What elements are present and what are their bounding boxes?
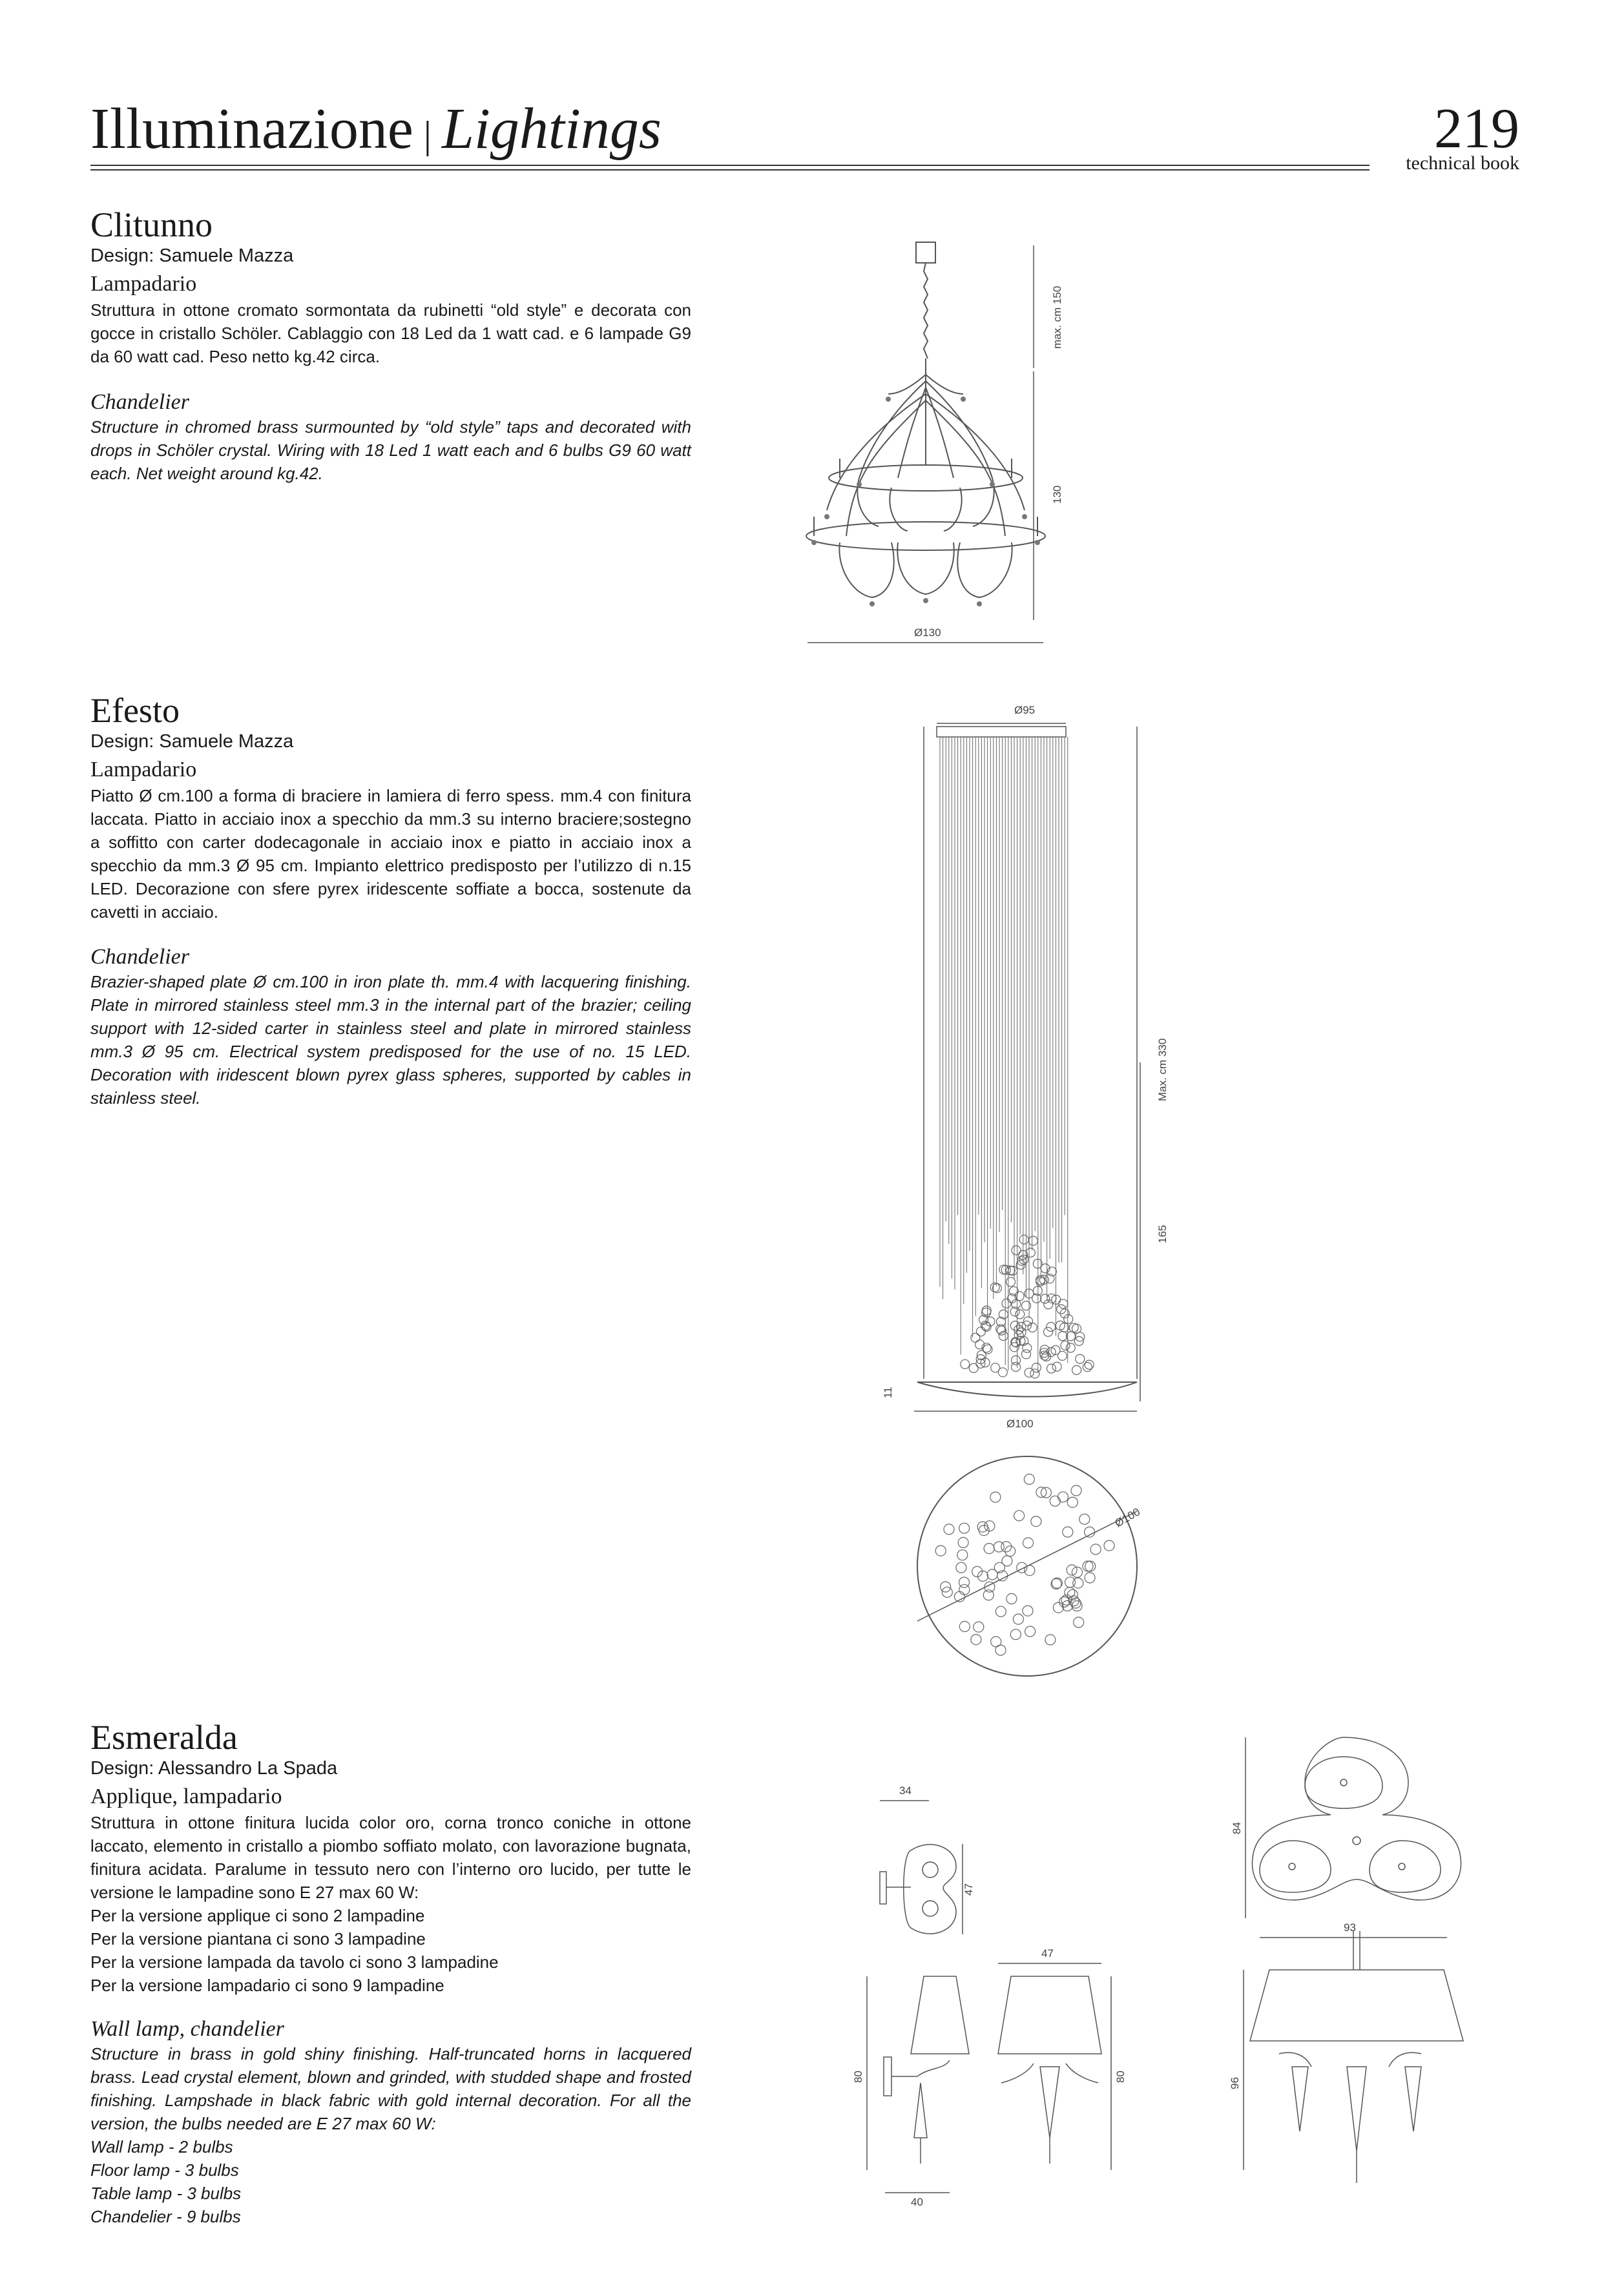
product-description-english: Structure in brass in gold shiny finishing. Half-truncated horns in lacquered brass. Lead crystal element, blown and grinded, with studded shape and frosted finishing. Lampshade in black fabric with gold internal decoration. For all the version, the bulbs needed are E 27 max 60 W: Wall lamp - 2 bulbs Floor lamp - 3 bulbs Table lamp - 3 bulbs Chandelier - 9 bulbs bbox=[90, 2044, 691, 2226]
efesto-plan-sphere bbox=[1023, 1538, 1034, 1548]
esmeralda-plan-width: 93 bbox=[1344, 1921, 1356, 1934]
efesto-plan-sphere bbox=[959, 1621, 970, 1631]
efesto-sphere bbox=[969, 1363, 978, 1372]
efesto-plan-sphere bbox=[991, 1637, 1001, 1647]
title-italian: Illuminazione bbox=[90, 97, 413, 161]
efesto-plan-sphere bbox=[984, 1544, 994, 1554]
efesto-plan-sphere bbox=[977, 1522, 988, 1532]
efesto-sphere bbox=[1032, 1363, 1041, 1372]
product-designer: Design: Alessandro La Spada bbox=[90, 1758, 338, 1779]
efesto-plan-sphere bbox=[959, 1584, 970, 1595]
efesto-height: 165 bbox=[1156, 1225, 1169, 1243]
efesto-plan-sphere bbox=[971, 1635, 981, 1645]
esmeralda-drawings bbox=[840, 1718, 1486, 2209]
efesto-sphere bbox=[1083, 1363, 1092, 1372]
product-type-english: Chandelier bbox=[90, 945, 189, 969]
efesto-plan-sphere bbox=[1013, 1614, 1023, 1624]
efesto-sphere bbox=[1022, 1350, 1031, 1359]
esmeralda-wall-top-height: 47 bbox=[963, 1883, 975, 1896]
efesto-plan-sphere bbox=[1005, 1546, 1016, 1557]
efesto-plate-height: 11 bbox=[882, 1387, 894, 1398]
product-name-efesto: Efesto bbox=[90, 691, 180, 730]
efesto-sphere bbox=[961, 1360, 970, 1369]
efesto-sphere bbox=[1072, 1324, 1081, 1333]
efesto-plan-sphere bbox=[1031, 1516, 1041, 1527]
efesto-plan-sphere bbox=[1050, 1496, 1060, 1506]
efesto-sphere bbox=[1019, 1235, 1028, 1244]
esmeralda-chandelier-height: 96 bbox=[1229, 2077, 1241, 2089]
efesto-plan-sphere bbox=[956, 1562, 966, 1573]
efesto-sphere bbox=[1041, 1294, 1050, 1303]
efesto-plan-sphere bbox=[1067, 1497, 1078, 1507]
efesto-sphere bbox=[976, 1327, 985, 1336]
efesto-plan-sphere bbox=[995, 1606, 1006, 1617]
efesto-sphere bbox=[1006, 1277, 1016, 1287]
efesto-plan-sphere bbox=[1053, 1602, 1063, 1613]
efesto-sphere bbox=[1058, 1351, 1067, 1360]
product-type-italian: Lampadario bbox=[90, 272, 197, 296]
header-rule-top bbox=[90, 165, 1370, 166]
efesto-sphere bbox=[1028, 1236, 1037, 1245]
efesto-sphere bbox=[1014, 1330, 1023, 1339]
esmeralda-wall-side-width: 40 bbox=[911, 2196, 923, 2208]
efesto-plan-sphere bbox=[1079, 1514, 1090, 1524]
clitunno-max-height: max. cm 150 bbox=[1051, 285, 1063, 349]
product-description-italian: Piatto Ø cm.100 a forma di braciere in lamiera di ferro spess. mm.4 con finitura laccata. Piatto in acciaio inox a specchio da mm.3 su interno braciere;sostegno a soffitto con carter dodecagonale in acciaio inox e piatto in acciaio inox a specchio da mm.3 Ø 95 cm. Impianto elettrico predisposto per l’utilizzo di n.15 LED. Decorazione con sfere pyrex iridescente soffiate a bocca, sostenute da cavetti in acciaio. bbox=[90, 786, 691, 922]
efesto-plan-sphere bbox=[1065, 1577, 1076, 1588]
product-type-english: Wall lamp, chandelier bbox=[90, 2017, 284, 2041]
clitunno-height: 130 bbox=[1051, 485, 1063, 504]
efesto-sphere bbox=[1047, 1323, 1056, 1332]
product-description-italian: Struttura in ottone finitura lucida color oro, corna tronco coniche in ottone laccato, elemento in cristallo a piombo soffiato molato, con lavorazione bugnata, finitura acidata. Paralume in tessuto nero con l’interno oro lucido, per tutte le versione le lampadine sono E 27 max 60 W: Per la versione applique ci sono 2 lampadine Per la versione piantana ci sono 3 lampadine Per la versione lampada da tavolo ci sono 3 lampadine Per la versione lampadario ci sono 9 lampadine bbox=[90, 1813, 691, 1995]
esmeralda-front-height: 80 bbox=[1114, 2071, 1127, 2083]
efesto-sphere bbox=[1044, 1327, 1053, 1336]
product-name-clitunno: Clitunno bbox=[90, 205, 213, 244]
efesto-sphere bbox=[1085, 1360, 1094, 1369]
efesto-plan-sphere bbox=[1071, 1485, 1081, 1496]
efesto-sphere bbox=[1017, 1328, 1026, 1337]
product-type-english: Chandelier bbox=[90, 390, 189, 414]
esmeralda-wall-top-width: 34 bbox=[899, 1784, 912, 1797]
efesto-plan-sphere bbox=[1063, 1527, 1073, 1537]
title-english: Lightings bbox=[441, 97, 662, 161]
efesto-brazier-plate bbox=[917, 1382, 1137, 1397]
efesto-sphere bbox=[1028, 1323, 1037, 1332]
efesto-sphere bbox=[1011, 1338, 1020, 1347]
efesto-plan-sphere bbox=[958, 1537, 968, 1547]
efesto-plan-sphere bbox=[1083, 1561, 1093, 1571]
efesto-sphere bbox=[991, 1363, 1000, 1372]
product-description-italian: Struttura in ottone cromato sormontata da rubinetti “old style” e decorata con gocce in cristallo Schöler. Cablaggio con 18 Led da 1 watt cad. e 6 lampade G9 da 60 watt cad. Peso netto kg.42 circa. bbox=[90, 300, 691, 366]
efesto-plan-sphere bbox=[1025, 1626, 1036, 1637]
efesto-plan-sphere bbox=[994, 1542, 1004, 1552]
page-number: 219 bbox=[1434, 98, 1519, 160]
efesto-plan-sphere bbox=[974, 1622, 984, 1632]
header-rule-bottom bbox=[90, 169, 1370, 171]
product-name-esmeralda: Esmeralda bbox=[90, 1718, 238, 1757]
efesto-plan-sphere bbox=[944, 1524, 954, 1535]
clitunno-diameter: Ø130 bbox=[914, 626, 941, 639]
efesto-plan-sphere bbox=[1090, 1544, 1101, 1555]
efesto-plan-sphere bbox=[983, 1590, 994, 1600]
product-description-english: Brazier-shaped plate Ø cm.100 in iron plate th. mm.4 with lacquering finishing. Plate in mirrored stainless steel mm.3 in the internal part of the brazier; ceiling support with 12-sided carter in stainless steel and plate in mirrored stainless mm.3 Ø 95 cm. Electrical system predisposed for the use of no. 15 LED. Decoration with iridescent blown pyrex glass spheres, supported by cables in stainless steel. bbox=[90, 972, 691, 1108]
efesto-plan-sphere bbox=[1045, 1635, 1056, 1645]
efesto-plan-sphere bbox=[990, 1492, 1001, 1502]
efesto-sphere bbox=[1002, 1299, 1011, 1308]
efesto-plan-sphere bbox=[1074, 1617, 1084, 1628]
product-designer: Design: Samuele Mazza bbox=[90, 731, 294, 752]
efesto-max-height: Max. cm 330 bbox=[1156, 1038, 1169, 1101]
product-type-italian: Lampadario bbox=[90, 758, 197, 781]
esmeralda-wall-side-height: 80 bbox=[852, 2071, 864, 2083]
efesto-plan-sphere bbox=[1052, 1578, 1062, 1588]
efesto-plan-sphere bbox=[942, 1587, 952, 1597]
product-description-english: Structure in chromed brass surmounted by “old style” taps and decorated with drops in Schöler crystal. Wiring with 18 Led 1 watt each and 6 bulbs G9 60 watt each. Net weight around kg.42. bbox=[90, 417, 691, 483]
efesto-sphere bbox=[1016, 1310, 1025, 1319]
efesto-sphere bbox=[1072, 1365, 1081, 1374]
efesto-plan-sphere bbox=[957, 1550, 968, 1560]
efesto-sphere bbox=[1052, 1362, 1061, 1371]
efesto-sphere bbox=[1023, 1343, 1032, 1352]
efesto-plan-sphere bbox=[1085, 1561, 1096, 1571]
product-designer: Design: Samuele Mazza bbox=[90, 245, 294, 266]
esmeralda-plan-height: 84 bbox=[1231, 1822, 1243, 1834]
efesto-sphere bbox=[982, 1306, 991, 1315]
efesto-sphere bbox=[1047, 1364, 1056, 1373]
title-separator: | bbox=[423, 114, 432, 156]
clitunno-drawing bbox=[801, 233, 1085, 659]
efesto-sphere bbox=[1008, 1267, 1017, 1276]
efesto-sphere bbox=[1012, 1356, 1021, 1365]
efesto-sphere bbox=[1012, 1246, 1021, 1255]
efesto-sphere bbox=[1076, 1354, 1085, 1363]
efesto-plan-sphere bbox=[1006, 1593, 1017, 1604]
efesto-plan-sphere bbox=[1085, 1527, 1095, 1537]
efesto-plan-sphere bbox=[1010, 1629, 1021, 1640]
efesto-plan-sphere bbox=[1014, 1511, 1025, 1521]
efesto-drawing bbox=[879, 698, 1189, 1783]
efesto-plan-sphere bbox=[1085, 1573, 1095, 1583]
product-type-italian: Applique, lampadario bbox=[90, 1784, 282, 1808]
efesto-plan-sphere bbox=[941, 1582, 951, 1592]
efesto-plan-sphere bbox=[935, 1546, 946, 1556]
efesto-sphere bbox=[1061, 1341, 1070, 1350]
efesto-plan-sphere bbox=[1023, 1606, 1033, 1616]
technical-book-label: technical book bbox=[1406, 152, 1519, 174]
efesto-sphere bbox=[971, 1333, 980, 1342]
efesto-plan-sphere bbox=[1104, 1540, 1114, 1551]
efesto-plan-sphere bbox=[1024, 1474, 1034, 1484]
efesto-plan-sphere bbox=[1058, 1492, 1068, 1502]
efesto-plan-diameter: Ø100 bbox=[1112, 1505, 1143, 1530]
esmeralda-front-width: 47 bbox=[1041, 1947, 1054, 1960]
efesto-sphere bbox=[1058, 1332, 1067, 1341]
efesto-bottom-diameter: Ø100 bbox=[1006, 1418, 1034, 1430]
efesto-plan-sphere bbox=[959, 1523, 970, 1533]
efesto-sphere bbox=[1059, 1299, 1068, 1308]
efesto-top-diameter: Ø95 bbox=[1014, 704, 1036, 716]
page-title bbox=[90, 97, 662, 167]
